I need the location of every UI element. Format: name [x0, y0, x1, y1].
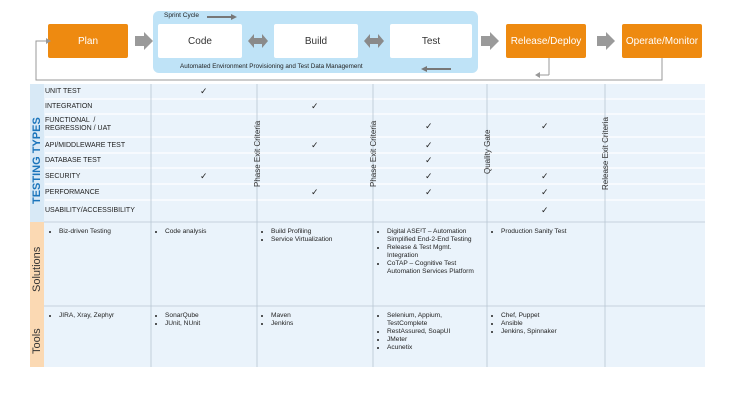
tools-test-cell: [377, 312, 483, 352]
bullet-item: • JIRA, Xray, Zephyr: [59, 312, 147, 320]
bullet-item: • Jenkins: [271, 320, 369, 328]
check-mark: ✓: [541, 121, 549, 131]
row-usability: USABILITY/ACCESSIBILITY: [45, 207, 135, 214]
tools-plan-cell: [49, 312, 147, 320]
row-api: API/MIDDLEWARE TEST: [45, 142, 126, 149]
check-mark: ✓: [425, 171, 433, 181]
bullet-item: • Service Virtualization: [271, 236, 369, 244]
code-label: Code: [188, 35, 212, 47]
bullet-item: • Maven: [271, 312, 369, 320]
tools-code-cell: [155, 312, 253, 328]
release-label: Release/Deploy: [510, 35, 582, 47]
bullet-item: • CoTAP – Cognitive Test Automation Services Platform: [387, 260, 483, 276]
tools-release-cell: [491, 312, 601, 336]
check-mark: ✓: [425, 155, 433, 165]
check-mark: ✓: [311, 140, 319, 150]
bullet-item: • Ansible: [501, 320, 601, 328]
bullet-item: • SonarQube: [165, 312, 253, 320]
quality-gate: Quality Gate: [483, 129, 492, 174]
bullet-item: • Chef, Puppet: [501, 312, 601, 320]
phase-exit-criteria-1: Phase Exit Criteria: [253, 120, 262, 187]
check-mark: ✓: [541, 187, 549, 197]
check-mark: ✓: [425, 140, 433, 150]
row-security: SECURITY: [45, 173, 81, 180]
bullet-item: • Code analysis: [165, 228, 253, 236]
row-functional: FUNCTIONAL / REGRESSION / UAT: [45, 117, 111, 132]
check-mark: ✓: [425, 121, 433, 131]
phase-exit-criteria-2: Phase Exit Criteria: [369, 120, 378, 187]
solutions-code-cell: [155, 228, 253, 236]
solutions-release-cell: [491, 228, 601, 236]
sprint-cycle-label: Sprint Cycle: [164, 12, 200, 19]
test-label: Test: [421, 35, 441, 47]
plan-label: Plan: [77, 35, 98, 47]
tools-build-cell: [261, 312, 369, 328]
bullet-item: • JMeter: [387, 336, 483, 344]
bullet-item: • Selenium, Appium, TestComplete: [387, 312, 483, 328]
bullet-item: • Acunetix: [387, 344, 483, 352]
tools-label: Tools: [31, 328, 43, 354]
row-integration: INTEGRATION: [45, 103, 93, 110]
check-mark: ✓: [425, 187, 433, 197]
bullet-item: • Release & Test Mgmt. Integration: [387, 244, 483, 260]
bullet-item: • JUnit, NUnit: [165, 320, 253, 328]
check-mark: ✓: [541, 171, 549, 181]
row-unit-test: UNIT TEST: [45, 88, 81, 95]
build-label: Build: [304, 35, 328, 47]
bullet-item: • Biz-driven Testing: [59, 228, 147, 236]
bullet-item: • RestAssured, SoapUI: [387, 328, 483, 336]
automated-env-label: Automated Environment Provisioning and Test Data Management: [180, 63, 363, 70]
row-database: DATABASE TEST: [45, 157, 102, 164]
solutions-build-cell: [261, 228, 369, 244]
check-mark: ✓: [541, 205, 549, 215]
solutions-plan-cell: [49, 228, 147, 236]
bullet-item: • Jenkins, Spinnaker: [501, 328, 601, 336]
solutions-test-cell: [377, 228, 483, 276]
bullet-item: • Digital ASE²T – Automation Simplified End-2-End Testing: [387, 228, 483, 244]
check-mark: ✓: [311, 187, 319, 197]
bullet-item: • Production Sanity Test: [501, 228, 601, 236]
operate-label: Operate/Monitor: [625, 35, 699, 47]
row-performance: PERFORMANCE: [45, 189, 100, 196]
check-mark: ✓: [311, 101, 319, 111]
check-mark: ✓: [200, 86, 208, 96]
solutions-label: Solutions: [31, 246, 43, 292]
testing-types-label: TESTING TYPES: [31, 117, 43, 204]
check-mark: ✓: [200, 171, 208, 181]
release-exit-criteria: Release Exit Criteria: [601, 117, 610, 190]
bullet-item: • Build Profiling: [271, 228, 369, 236]
